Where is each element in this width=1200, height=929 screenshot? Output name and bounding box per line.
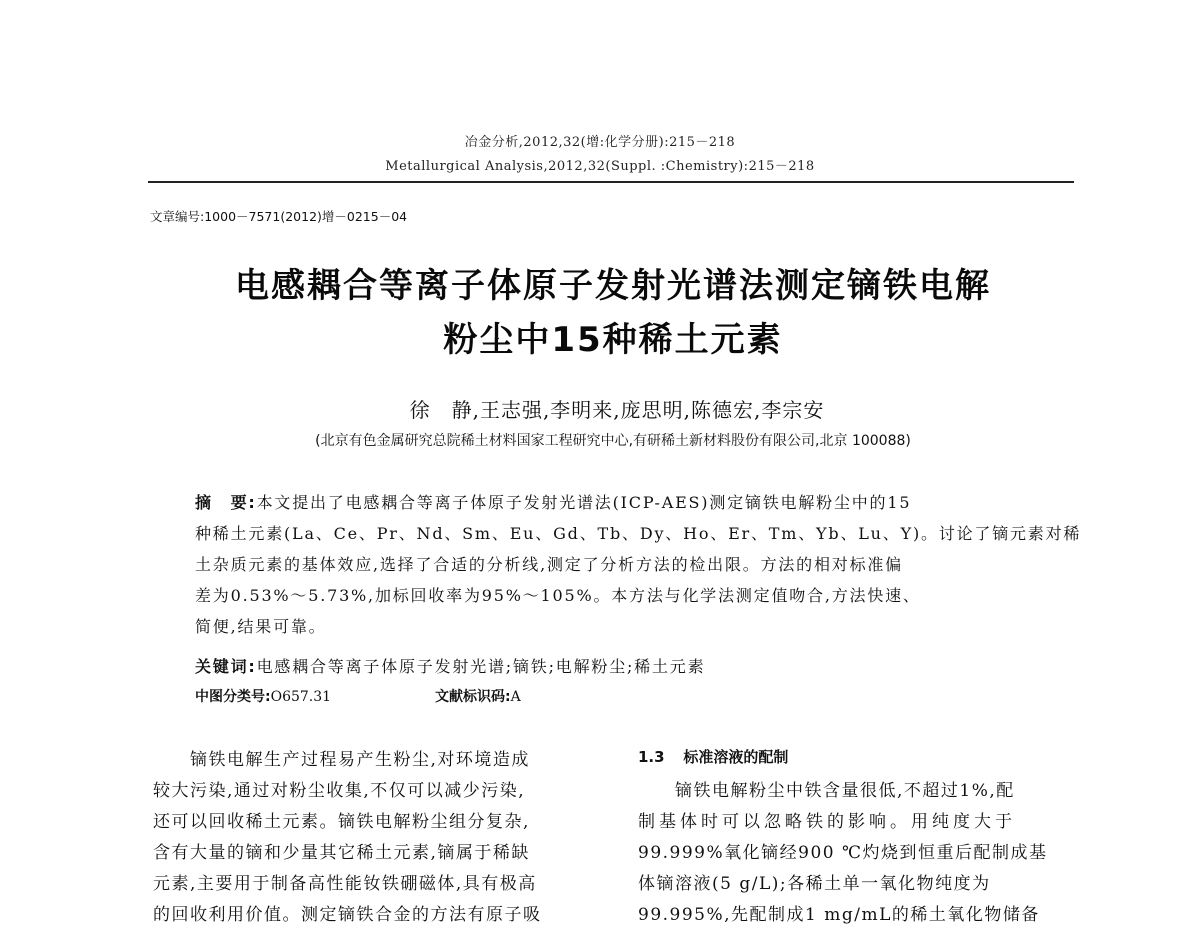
authors: 徐 静,王志强,李明来,庞思明,陈德宏,李宗安 [409,398,825,422]
abstract-label: 摘 要: [195,493,257,512]
document-code-value: A [510,689,521,705]
body-left-line-3: 还可以回收稀土元素。镝铁电解粉尘组分复杂, [153,812,530,832]
body-right-line-5: 99.995%,先配制成1 mg/mL的稀土氧化物储备 [638,905,1040,925]
keywords-label: 关键词: [195,657,257,676]
section-title: 标准溶液的配制 [683,748,789,766]
body-right-line-3: 99.999%氧化镝经900 ℃灼烧到恒重后配制成基 [638,843,1048,863]
abstract-line-2: 种稀土元素(La、Ce、Pr、Nd、Sm、Eu、Gd、Tb、Dy、Ho、Er、Tm、Yb、Lu、Y)。讨论了镝元素对稀 [195,524,1082,543]
classification: 中图分类号:O657.31 [195,689,332,705]
body-left-line-1: 镝铁电解生产过程易产生粉尘,对环境造成 [153,750,530,770]
keywords [195,654,705,677]
body-left-line-4: 含有大量的镝和少量其它稀土元素,镝属于稀缺 [153,843,530,863]
keywords-text: 电感耦合等离子体原子发射光谱;镝铁;电解粉尘;稀土元素 [256,657,706,676]
header-rule [148,181,1074,183]
body-right-line-2: 制基体时可以忽略铁的影响。用纯度大于 [638,812,1016,832]
section-number: 1.3 [638,748,665,766]
journal-header-cn: 冶金分析,2012,32(增:化学分册):215－218 [464,135,736,150]
abstract-line-1: 摘 要:本文提出了电感耦合等离子体原子发射光谱法(ICP-AES)测定镝铁电解粉尘中的15 [195,493,912,512]
body-left-line-6: 的回收利用价值。测定镝铁合金的方法有原子吸 [153,905,542,925]
title-line-1: 电感耦合等离子体原子发射光谱法测定镝铁电解 [235,266,991,306]
affiliation: (北京有色金属研究总院稀土材料国家工程研究中心,有研稀土新材料股份有限公司,北京 100088) [315,433,911,449]
body-left-line-2: 较大污染,通过对粉尘收集,不仅可以减少污染, [153,781,526,801]
body-right-line-4: 体镝溶液(5 g/L);各稀土单一氧化物纯度为 [638,874,991,894]
section-heading [638,746,788,767]
title-line-2: 粉尘中15种稀土元素 [443,320,783,360]
article-id: 文章编号:1000－7571(2012)增－0215－04 [150,209,408,224]
body-right-line-1: 镝铁电解粉尘中铁含量很低,不超过1%,配 [638,781,1015,801]
abstract-line-5: 简便,结果可靠。 [195,617,327,636]
body-left-line-5: 元素,主要用于制备高性能钕铁硼磁体,具有极高 [153,874,537,894]
document-code: 文献标识码:A [435,689,521,705]
journal-header-en: Metallurgical Analysis,2012,32(Suppl. :Chemistry):215－218 [385,159,815,174]
classification-value: O657.31 [270,689,332,705]
abstract-line-4: 差为0.53%～5.73%,加标回收率为95%～105%。本方法与化学法测定值吻合,方法快速、 [195,586,921,605]
abstract-line-3: 土杂质元素的基体效应,选择了合适的分析线,测定了分析方法的检出限。方法的相对标准偏 [195,555,903,574]
